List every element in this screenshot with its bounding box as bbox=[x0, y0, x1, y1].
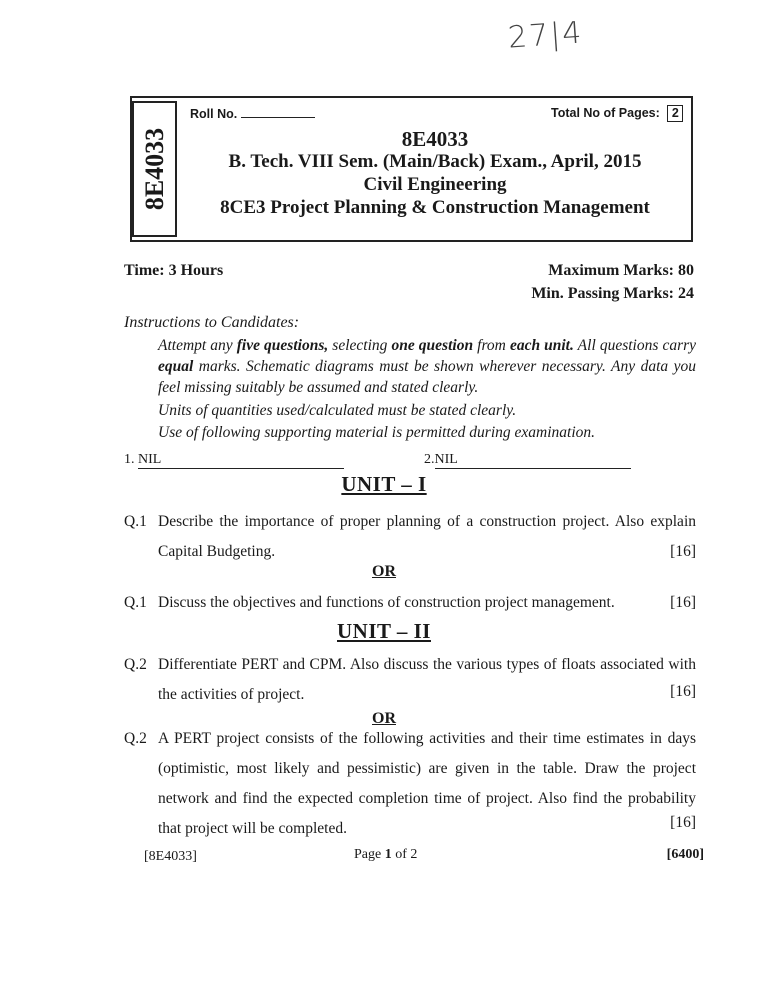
side-code: 8E4033 bbox=[139, 127, 169, 211]
unit-2-or: OR bbox=[372, 710, 396, 727]
min-marks: Min. Passing Marks: 24 bbox=[531, 285, 694, 302]
instr-text: selecting bbox=[328, 337, 392, 354]
material-1-num: 1. bbox=[124, 452, 135, 467]
q1-line-2: Capital Budgeting. bbox=[158, 543, 276, 560]
q1b-number: Q.1 bbox=[124, 594, 147, 611]
page-prefix: Page bbox=[354, 847, 385, 862]
q1b-text: Discuss the objectives and functions of construction project management. bbox=[158, 594, 615, 611]
instr-text: All questions carry bbox=[573, 337, 697, 354]
instruction-units: Units of quantities used/calculated must be stated clearly. bbox=[158, 402, 517, 419]
q1-marks: [16] bbox=[670, 543, 696, 560]
instr-text: from bbox=[473, 337, 510, 354]
handwritten-annotation: 27|4 bbox=[506, 15, 585, 56]
unit-2-title: UNIT – II bbox=[337, 619, 431, 643]
total-pages-label: Total No of Pages: bbox=[551, 106, 660, 120]
material-1-value: NIL bbox=[138, 452, 344, 469]
q2b-line-2: (optimistic, most likely and pessimistic) are given in the table. Draw the project bbox=[158, 760, 696, 777]
instruction-material: Use of following supporting material is permitted during examination. bbox=[158, 424, 596, 441]
q2-marks: [16] bbox=[670, 683, 696, 700]
unit-1-title: UNIT – I bbox=[341, 472, 427, 496]
branch: Civil Engineering bbox=[363, 174, 507, 195]
exam-title: B. Tech. VIII Sem. (Main/Back) Exam., April, 2015 bbox=[228, 151, 642, 172]
q2-line-1: Differentiate PERT and CPM. Also discuss the various types of floats associated with bbox=[158, 656, 696, 673]
footer-page bbox=[354, 847, 417, 863]
max-marks: Maximum Marks: 80 bbox=[548, 262, 694, 279]
instr-text: marks. Schematic diagrams must be shown wherever necessary. Any data you feel missing suitably be assumed and stated clearly. bbox=[158, 358, 696, 396]
instruction-paragraph bbox=[158, 335, 696, 398]
side-code-box bbox=[132, 101, 177, 237]
total-pages bbox=[551, 105, 683, 122]
roll-no bbox=[190, 107, 315, 121]
q2b-line-1: A PERT project consists of the following activities and their time estimates in days bbox=[158, 730, 696, 747]
instr-text: Attempt any bbox=[158, 337, 237, 354]
q2-line-2: the activities of project. bbox=[158, 686, 305, 703]
q1-number: Q.1 bbox=[124, 513, 147, 530]
q2b-number: Q.2 bbox=[124, 730, 147, 747]
instr-emphasis: one question bbox=[391, 337, 474, 354]
instructions-heading: Instructions to Candidates: bbox=[124, 314, 300, 331]
instr-emphasis: equal bbox=[158, 358, 194, 375]
time: Time: 3 Hours bbox=[124, 262, 224, 279]
material-2 bbox=[424, 452, 631, 469]
total-pages-value: 2 bbox=[667, 105, 683, 122]
q2b-line-3: network and find the expected completion time of project. Also find the probability bbox=[158, 790, 696, 807]
material-1 bbox=[124, 452, 344, 469]
paper-code: 8E4033 bbox=[401, 127, 469, 151]
instr-emphasis: five questions, bbox=[236, 337, 329, 354]
page-total: 2 bbox=[410, 847, 418, 862]
q2-number: Q.2 bbox=[124, 656, 147, 673]
roll-no-label: Roll No. bbox=[190, 107, 238, 121]
instr-emphasis: each unit. bbox=[509, 337, 574, 354]
footer-copies: [6400] bbox=[666, 847, 704, 862]
subject: 8CE3 Project Planning & Construction Management bbox=[220, 197, 650, 218]
unit-1-or: OR bbox=[372, 563, 396, 580]
roll-no-blank bbox=[241, 107, 315, 118]
q1-line-1: Describe the importance of proper planning of a construction project. Also explain bbox=[158, 513, 696, 530]
page-number: 1 bbox=[384, 847, 392, 862]
q1b-marks: [16] bbox=[670, 594, 696, 611]
q2b-marks: [16] bbox=[670, 814, 696, 831]
material-2-value: NIL bbox=[435, 452, 631, 469]
material-2-num: 2. bbox=[424, 452, 435, 467]
q2b-line-4: that project will be completed. bbox=[158, 820, 347, 837]
footer-code: [8E4033] bbox=[144, 849, 197, 864]
page-mid: of bbox=[391, 847, 411, 862]
